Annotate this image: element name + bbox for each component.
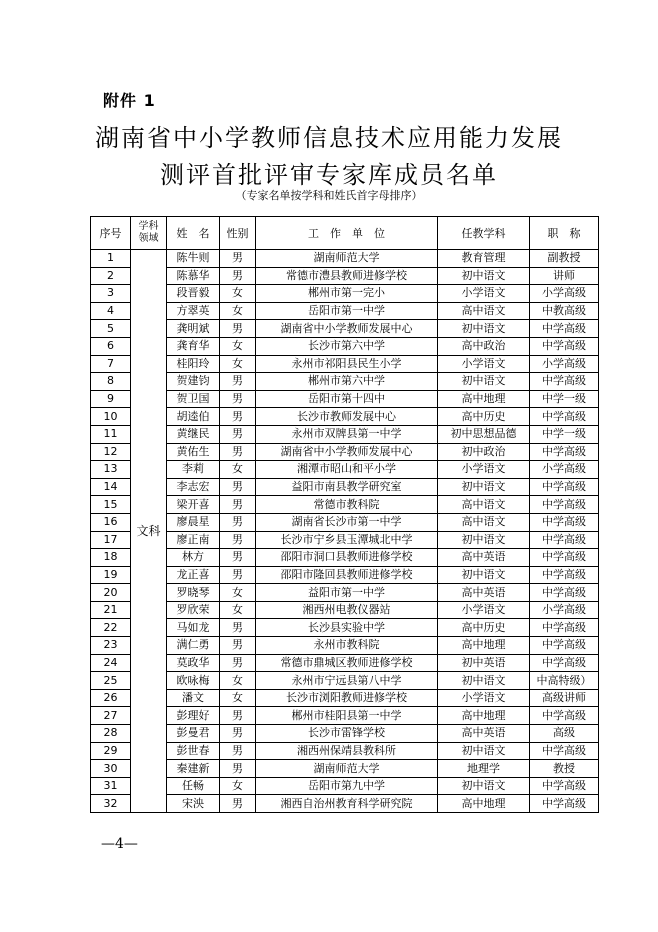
cell-no: 13	[91, 461, 131, 479]
cell-gender: 男	[220, 373, 256, 391]
cell-gender: 女	[220, 355, 256, 373]
cell-name: 潘文	[167, 689, 220, 707]
cell-subject: 高中地理	[438, 390, 530, 408]
cell-name: 黄佑生	[167, 443, 220, 461]
cell-title: 中学高级	[530, 637, 599, 655]
cell-gender: 男	[220, 443, 256, 461]
cell-title: 中学高级	[530, 584, 599, 602]
cell-unit: 湖南师范大学	[256, 250, 438, 268]
table-row	[91, 250, 599, 268]
cell-subject: 初中语文	[438, 267, 530, 285]
cell-unit: 长沙市教师发展中心	[256, 408, 438, 426]
cell-title: 中学高级	[530, 777, 599, 795]
cell-no: 28	[91, 725, 131, 743]
cell-subject: 初中英语	[438, 654, 530, 672]
cell-title: 中教高级	[530, 302, 599, 320]
attachment-label: 附件 1	[103, 91, 156, 110]
table-row	[91, 566, 599, 584]
cell-title: 中学高级	[530, 320, 599, 338]
cell-no: 24	[91, 654, 131, 672]
cell-title: 中高特级）	[530, 672, 599, 690]
cell-subject: 高中地理	[438, 637, 530, 655]
cell-gender: 男	[220, 513, 256, 531]
cell-name: 秦建新	[167, 760, 220, 778]
cell-subject: 教育管理	[438, 250, 530, 268]
cell-gender: 男	[220, 496, 256, 514]
cell-subject: 小学语文	[438, 461, 530, 479]
table-header-row	[91, 217, 599, 250]
table-body	[91, 250, 599, 813]
table-row	[91, 725, 599, 743]
cell-name: 梁开喜	[167, 496, 220, 514]
cell-name: 莫政华	[167, 654, 220, 672]
cell-title: 中学高级	[530, 795, 599, 813]
cell-name: 宋泱	[167, 795, 220, 813]
cell-unit: 永州市宁远县第八中学	[256, 672, 438, 690]
cell-subject: 初中语文	[438, 531, 530, 549]
cell-title: 讲师	[530, 267, 599, 285]
document-subtitle: （专家名单按学科和姓氏首字母排序）	[235, 189, 423, 202]
table-row	[91, 672, 599, 690]
cell-name: 李莉	[167, 461, 220, 479]
cell-no: 26	[91, 689, 131, 707]
cell-subject: 小学语文	[438, 285, 530, 303]
cell-gender: 男	[220, 760, 256, 778]
cell-subject: 初中语文	[438, 742, 530, 760]
cell-subject: 高中英语	[438, 584, 530, 602]
cell-title: 高级	[530, 725, 599, 743]
cell-name: 欧咏梅	[167, 672, 220, 690]
cell-title: 教授	[530, 760, 599, 778]
cell-no: 23	[91, 637, 131, 655]
cell-name: 彭曼君	[167, 725, 220, 743]
cell-unit: 湖南师范大学	[256, 760, 438, 778]
cell-no: 8	[91, 373, 131, 391]
table-row	[91, 619, 599, 637]
cell-name: 彭理好	[167, 707, 220, 725]
cell-title: 中学高级	[530, 373, 599, 391]
table-row	[91, 320, 599, 338]
cell-no: 21	[91, 601, 131, 619]
cell-no: 27	[91, 707, 131, 725]
table-row	[91, 443, 599, 461]
cell-no: 12	[91, 443, 131, 461]
header-field-label: 学科 领域	[138, 221, 159, 244]
cell-field: 文科	[131, 250, 167, 813]
cell-unit: 湖南省长沙市第一中学	[256, 513, 438, 531]
cell-name: 廖正南	[167, 531, 220, 549]
cell-name: 罗欣荣	[167, 601, 220, 619]
header-title: 职 称	[530, 217, 599, 250]
table-row	[91, 654, 599, 672]
header-subject: 任教学科	[438, 217, 530, 250]
cell-title: 小学高级	[530, 355, 599, 373]
cell-unit: 常德市教科院	[256, 496, 438, 514]
cell-name: 林方	[167, 549, 220, 567]
cell-subject: 初中思想品德	[438, 425, 530, 443]
cell-unit: 邵阳市隆回县教师进修学校	[256, 566, 438, 584]
cell-gender: 男	[220, 425, 256, 443]
cell-subject: 地理学	[438, 760, 530, 778]
cell-title: 中学高级	[530, 496, 599, 514]
cell-unit: 永州市祁阳县民生小学	[256, 355, 438, 373]
cell-no: 5	[91, 320, 131, 338]
cell-gender: 女	[220, 584, 256, 602]
cell-title: 中学高级	[530, 513, 599, 531]
cell-name: 任畅	[167, 777, 220, 795]
cell-no: 11	[91, 425, 131, 443]
table-row	[91, 513, 599, 531]
cell-gender: 男	[220, 725, 256, 743]
table-row	[91, 337, 599, 355]
cell-subject: 高中历史	[438, 408, 530, 426]
cell-no: 29	[91, 742, 131, 760]
cell-title: 中学高级	[530, 566, 599, 584]
cell-subject: 初中语文	[438, 320, 530, 338]
table-row	[91, 496, 599, 514]
cell-gender: 男	[220, 742, 256, 760]
table-row	[91, 355, 599, 373]
cell-subject: 初中语文	[438, 373, 530, 391]
cell-unit: 郴州市第一完小	[256, 285, 438, 303]
cell-no: 9	[91, 390, 131, 408]
cell-subject: 初中语文	[438, 672, 530, 690]
cell-subject: 小学语文	[438, 601, 530, 619]
cell-gender: 男	[220, 654, 256, 672]
cell-gender: 男	[220, 390, 256, 408]
cell-unit: 湖南省中小学教师发展中心	[256, 443, 438, 461]
cell-gender: 女	[220, 672, 256, 690]
cell-name: 贺卫国	[167, 390, 220, 408]
table-row	[91, 601, 599, 619]
cell-name: 段晋毅	[167, 285, 220, 303]
cell-title: 中学高级	[530, 337, 599, 355]
cell-title: 小学高级	[530, 461, 599, 479]
cell-no: 20	[91, 584, 131, 602]
table-row	[91, 285, 599, 303]
cell-name: 廖晨星	[167, 513, 220, 531]
cell-name: 贺建钧	[167, 373, 220, 391]
cell-title: 中学高级	[530, 408, 599, 426]
cell-gender: 女	[220, 601, 256, 619]
header-no: 序号	[91, 217, 131, 250]
cell-unit: 岳阳市第十四中	[256, 390, 438, 408]
table-row	[91, 461, 599, 479]
cell-unit: 永州市双牌县第一中学	[256, 425, 438, 443]
cell-no: 18	[91, 549, 131, 567]
cell-title: 中学高级	[530, 443, 599, 461]
cell-unit: 长沙市第六中学	[256, 337, 438, 355]
cell-gender: 男	[220, 531, 256, 549]
table-row	[91, 742, 599, 760]
cell-no: 1	[91, 250, 131, 268]
cell-no: 31	[91, 777, 131, 795]
cell-name: 方翠英	[167, 302, 220, 320]
cell-title: 中学高级	[530, 742, 599, 760]
table-row	[91, 777, 599, 795]
cell-unit: 长沙县实验中学	[256, 619, 438, 637]
document-title-line2: 测评首批评审专家库成员名单	[160, 161, 498, 189]
table-row	[91, 637, 599, 655]
cell-unit: 长沙市宁乡县玉潭城北中学	[256, 531, 438, 549]
cell-name: 龚明斌	[167, 320, 220, 338]
cell-title: 中学高级	[530, 549, 599, 567]
cell-title: 小学高级	[530, 601, 599, 619]
cell-no: 32	[91, 795, 131, 813]
cell-subject: 高中地理	[438, 707, 530, 725]
cell-name: 龚育华	[167, 337, 220, 355]
cell-unit: 长沙市雷锋学校	[256, 725, 438, 743]
table-row	[91, 302, 599, 320]
cell-no: 6	[91, 337, 131, 355]
cell-no: 30	[91, 760, 131, 778]
cell-gender: 男	[220, 267, 256, 285]
cell-gender: 女	[220, 777, 256, 795]
cell-subject: 初中政治	[438, 443, 530, 461]
table-row	[91, 267, 599, 285]
cell-title: 中学高级	[530, 619, 599, 637]
table-row	[91, 373, 599, 391]
cell-no: 16	[91, 513, 131, 531]
cell-unit: 湘西州电教仪器站	[256, 601, 438, 619]
cell-no: 19	[91, 566, 131, 584]
cell-name: 罗晓琴	[167, 584, 220, 602]
cell-subject: 高中英语	[438, 549, 530, 567]
cell-no: 10	[91, 408, 131, 426]
cell-gender: 女	[220, 302, 256, 320]
header-name: 姓 名	[167, 217, 220, 250]
cell-unit: 常德市澧县教师进修学校	[256, 267, 438, 285]
cell-name: 黄继民	[167, 425, 220, 443]
cell-title: 中学一级	[530, 425, 599, 443]
table-row	[91, 689, 599, 707]
cell-unit: 益阳市第一中学	[256, 584, 438, 602]
cell-no: 15	[91, 496, 131, 514]
header-field	[131, 217, 167, 250]
cell-subject: 高中语文	[438, 513, 530, 531]
cell-name: 陈牛则	[167, 250, 220, 268]
cell-unit: 长沙市浏阳教师进修学校	[256, 689, 438, 707]
cell-unit: 邵阳市洞口县教师进修学校	[256, 549, 438, 567]
cell-subject: 高中地理	[438, 795, 530, 813]
cell-no: 3	[91, 285, 131, 303]
cell-title: 中学高级	[530, 478, 599, 496]
cell-unit: 岳阳市第一中学	[256, 302, 438, 320]
cell-gender: 女	[220, 285, 256, 303]
table-row	[91, 707, 599, 725]
cell-title: 中学高级	[530, 531, 599, 549]
cell-name: 桂阳玲	[167, 355, 220, 373]
cell-subject: 小学语文	[438, 355, 530, 373]
cell-gender: 女	[220, 461, 256, 479]
cell-no: 17	[91, 531, 131, 549]
cell-gender: 男	[220, 408, 256, 426]
cell-no: 25	[91, 672, 131, 690]
cell-no: 14	[91, 478, 131, 496]
cell-name: 龙正喜	[167, 566, 220, 584]
table-row	[91, 760, 599, 778]
header-gender: 性别	[220, 217, 256, 250]
cell-title: 中学高级	[530, 707, 599, 725]
cell-gender: 男	[220, 250, 256, 268]
cell-name: 彭世春	[167, 742, 220, 760]
cell-subject: 初中语文	[438, 566, 530, 584]
table-row	[91, 408, 599, 426]
cell-no: 22	[91, 619, 131, 637]
cell-subject: 小学语文	[438, 689, 530, 707]
cell-gender: 男	[220, 637, 256, 655]
table-row	[91, 584, 599, 602]
cell-title: 中学高级	[530, 654, 599, 672]
cell-unit: 岳阳市第九中学	[256, 777, 438, 795]
cell-subject: 高中历史	[438, 619, 530, 637]
cell-title: 副教授	[530, 250, 599, 268]
cell-subject: 高中英语	[438, 725, 530, 743]
cell-subject: 高中语文	[438, 302, 530, 320]
cell-gender: 男	[220, 707, 256, 725]
cell-unit: 郴州市桂阳县第一中学	[256, 707, 438, 725]
cell-unit: 永州市教科院	[256, 637, 438, 655]
cell-unit: 湘西州保靖县教科所	[256, 742, 438, 760]
cell-unit: 郴州市第六中学	[256, 373, 438, 391]
cell-unit: 益阳市南县教学研究室	[256, 478, 438, 496]
cell-gender: 男	[220, 320, 256, 338]
cell-title: 中学一级	[530, 390, 599, 408]
cell-name: 李志宏	[167, 478, 220, 496]
expert-roster-table	[90, 216, 599, 813]
cell-unit: 湘西自治州教育科学研究院	[256, 795, 438, 813]
cell-gender: 男	[220, 549, 256, 567]
cell-name: 胡逵伯	[167, 408, 220, 426]
cell-subject: 高中政治	[438, 337, 530, 355]
cell-subject: 初中语文	[438, 478, 530, 496]
cell-subject: 高中语文	[438, 496, 530, 514]
cell-gender: 男	[220, 795, 256, 813]
cell-name: 马如龙	[167, 619, 220, 637]
cell-name: 陈慕华	[167, 267, 220, 285]
page-number: —4—	[101, 836, 138, 852]
cell-gender: 男	[220, 478, 256, 496]
cell-unit: 湘潭市昭山和平小学	[256, 461, 438, 479]
table-row	[91, 531, 599, 549]
cell-gender: 女	[220, 337, 256, 355]
cell-title: 高级讲师	[530, 689, 599, 707]
cell-no: 7	[91, 355, 131, 373]
cell-subject: 初中语文	[438, 777, 530, 795]
cell-name: 满仁勇	[167, 637, 220, 655]
cell-gender: 女	[220, 689, 256, 707]
table-row	[91, 390, 599, 408]
table-row	[91, 795, 599, 813]
cell-gender: 男	[220, 619, 256, 637]
cell-no: 2	[91, 267, 131, 285]
document-title-line1: 湖南省中小学教师信息技术应用能力发展	[95, 124, 563, 152]
cell-unit: 常德市鼎城区教师进修学校	[256, 654, 438, 672]
header-unit: 工 作 单 位	[256, 217, 438, 250]
table-row	[91, 425, 599, 443]
cell-gender: 男	[220, 566, 256, 584]
cell-title: 小学高级	[530, 285, 599, 303]
table-row	[91, 549, 599, 567]
table-row	[91, 478, 599, 496]
cell-unit: 湖南省中小学教师发展中心	[256, 320, 438, 338]
cell-no: 4	[91, 302, 131, 320]
